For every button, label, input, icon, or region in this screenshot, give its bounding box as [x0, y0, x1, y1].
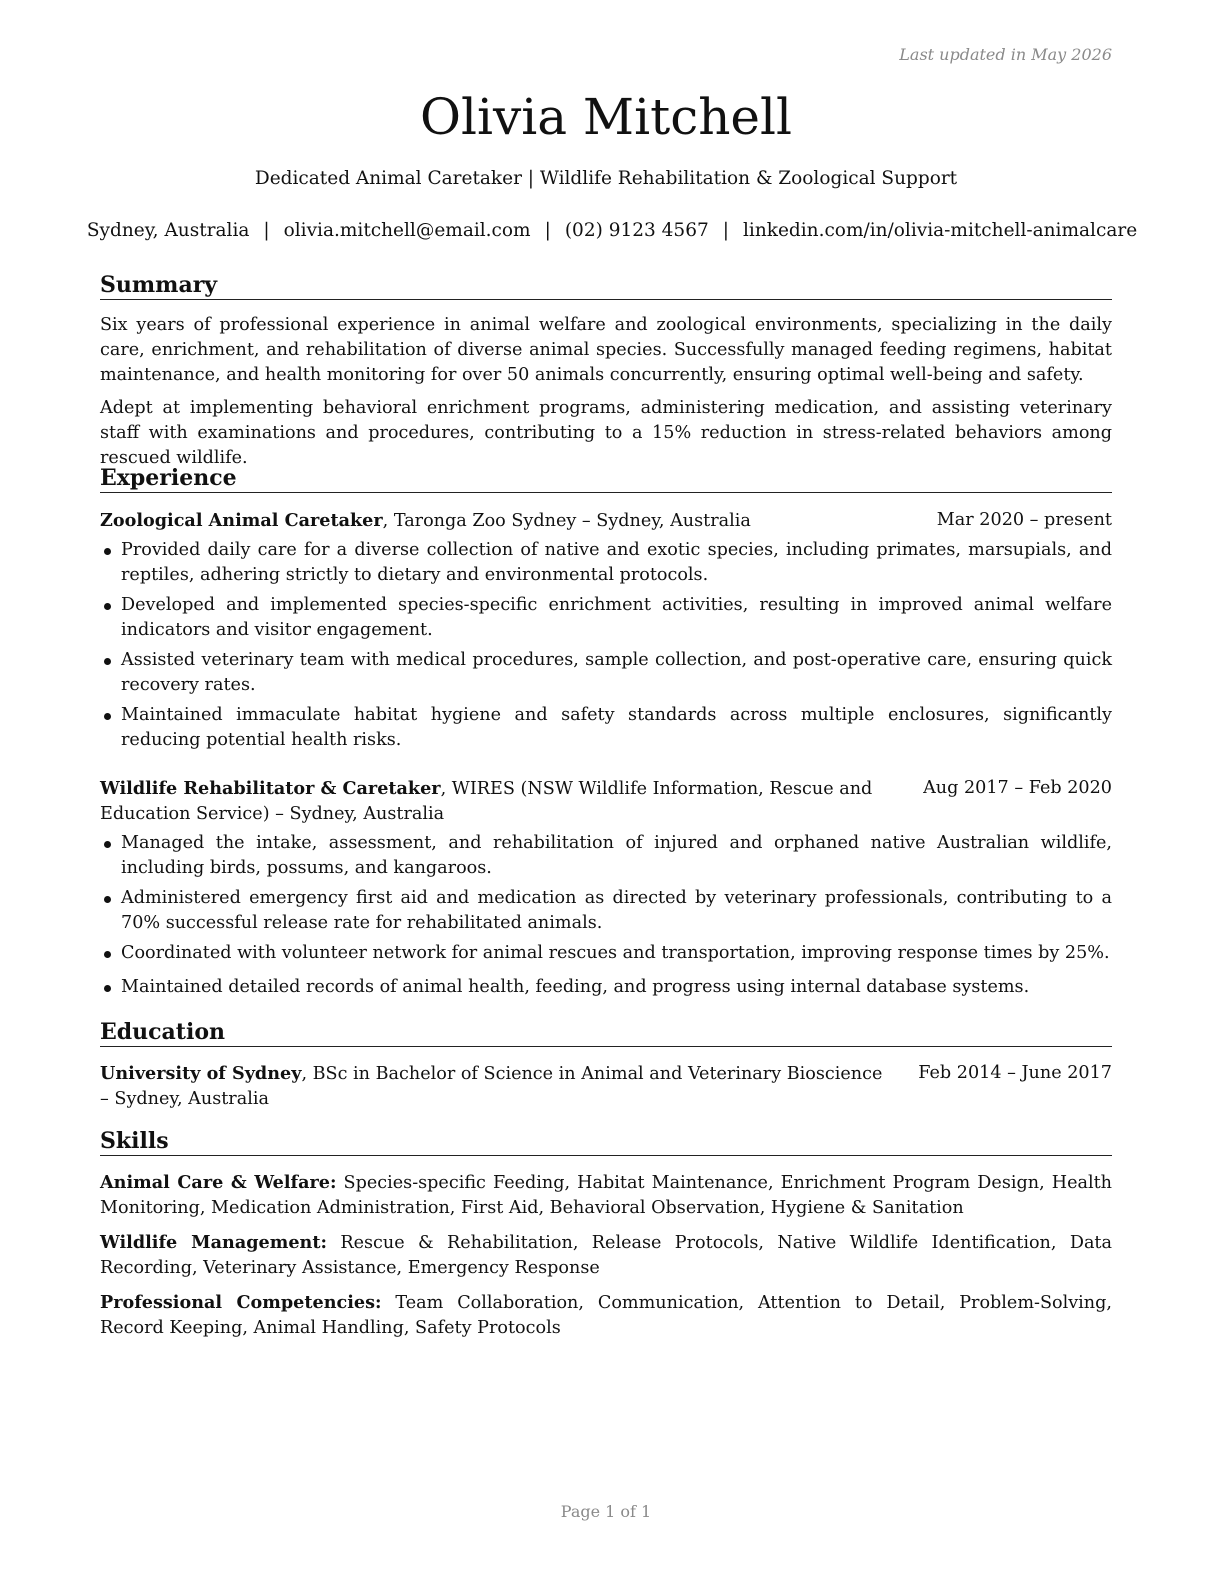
- summary-section: [100, 272, 1112, 471]
- job-entry: [100, 776, 1112, 1000]
- skill-group: [100, 1290, 1112, 1341]
- job-bullets: [100, 831, 1112, 1000]
- education-school: University of Sydney: [100, 1063, 302, 1084]
- skill-group: [100, 1230, 1112, 1281]
- job-bullet: Provided daily care for a diverse collection of native and exotic species, including primates, marsupials, and reptiles, adhering strictly to dietary and environmental protocols.: [100, 538, 1112, 588]
- job-bullet: Coordinated with volunteer network for animal rescues and transportation, improving response times by 25%.: [100, 941, 1112, 966]
- job-bullet: Developed and implemented species-specific enrichment activities, resulting in improved animal welfare indicators and visitor engagement.: [100, 593, 1112, 643]
- education-section: [100, 1019, 1112, 1112]
- last-updated: Last updated in May 2026: [899, 45, 1112, 64]
- contact-line: [0, 219, 1224, 243]
- job-role: Zoological Animal Caretaker: [100, 510, 383, 531]
- section-title-summary: Summary: [100, 272, 1112, 300]
- job-entry: [100, 508, 1112, 753]
- candidate-name: Olivia Mitchell: [420, 88, 792, 146]
- job-bullet: Managed the intake, assessment, and rehabilitation of injured and orphaned native Australian wildlife, including birds, possums, and kangaroos.: [100, 831, 1112, 881]
- summary-paragraph: Six years of professional experience in animal welfare and zoological environments, specializing in the daily care, enrichment, and rehabilitation of diverse animal species. Successfully managed feeding regimens, habitat maintenance, and health monitoring for over 50 animals concurrently, ensuring optimal well-being and safety.: [100, 315, 1112, 385]
- education-dates: Feb 2014 – June 2017: [918, 1063, 1112, 1083]
- job-organization: , Taronga Zoo Sydney – Sydney, Australia: [382, 511, 751, 531]
- skills-section: [100, 1128, 1112, 1341]
- skill-group-items: Rescue & Rehabilitation, Release Protocols, Native Wildlife Identification, Data Recording, Veterinary Assistance, Emergency Response: [100, 1233, 1112, 1278]
- skill-group-label: Animal Care & Welfare:: [100, 1172, 337, 1193]
- summary-paragraph: Adept at implementing behavioral enrichment programs, administering medication, and assisting veterinary staff with examinations and procedures, contributing to a 15% reduction in stress-related behaviors among rescued wildlife.: [100, 398, 1112, 468]
- job-bullet: Maintained immaculate habitat hygiene and safety standards across multiple enclosures, significantly reducing potential health risks.: [100, 703, 1112, 753]
- job-dates: Mar 2020 – present: [936, 510, 1112, 530]
- skill-group-items: Species-specific Feeding, Habitat Maintenance, Enrichment Program Design, Health Monitoring, Medication Administration, First Aid, Behavioral Observation, Hygiene & Sanitation: [100, 1173, 1112, 1218]
- job-bullet: Assisted veterinary team with medical procedures, sample collection, and post-operative care, ensuring quick recovery rates.: [100, 648, 1112, 698]
- job-dates: Aug 2017 – Feb 2020: [923, 778, 1112, 798]
- job-bullets: [100, 538, 1112, 753]
- education-degree: , BSc in Bachelor of Science in Animal and Veterinary Bioscience – Sydney, Australia: [100, 1064, 883, 1109]
- skill-group-items: Team Collaboration, Communication, Attention to Detail, Problem-Solving, Record Keeping, Animal Handling, Safety Protocols: [100, 1293, 1112, 1338]
- tagline: Dedicated Animal Caretaker | Wildlife Rehabilitation & Zoological Support: [254, 168, 958, 189]
- section-title-education: Education: [100, 1019, 1112, 1047]
- job-header: [100, 776, 1112, 827]
- job-bullet: Maintained detailed records of animal health, feeding, and progress using internal database systems.: [100, 975, 1112, 1000]
- education-entry: [100, 1061, 1112, 1112]
- skill-group: [100, 1170, 1112, 1221]
- skill-group-label: Professional Competencies:: [100, 1292, 382, 1313]
- resume-page: [86, 0, 1138, 1584]
- experience-section: [100, 465, 1112, 1000]
- section-title-skills: Skills: [100, 1128, 1112, 1156]
- contact-email[interactable]: olivia.mitchell@email.com: [283, 220, 531, 241]
- job-organization: , WIRES (NSW Wildlife Information, Rescue and Education Service) – Sydney, Australia: [100, 779, 873, 824]
- contact-separator: |: [722, 220, 729, 241]
- section-title-experience: Experience: [100, 465, 1112, 493]
- contact-linkedin[interactable]: linkedin.com/in/olivia-mitchell-animalcare: [742, 220, 1138, 241]
- contact-separator: |: [263, 220, 270, 241]
- job-header: [100, 508, 1112, 534]
- job-bullet: Administered emergency first aid and medication as directed by veterinary professionals, contributing to a 70% successful release rate for rehabilitated animals.: [100, 886, 1112, 936]
- contact-phone: (02) 9123 4567: [564, 220, 709, 241]
- contact-separator: |: [544, 220, 551, 241]
- job-role: Wildlife Rehabilitator & Caretaker: [100, 778, 441, 799]
- contact-location: Sydney, Australia: [86, 220, 250, 241]
- page-number: Page 1 of 1: [560, 1502, 652, 1521]
- skill-group-label: Wildlife Management:: [100, 1232, 327, 1253]
